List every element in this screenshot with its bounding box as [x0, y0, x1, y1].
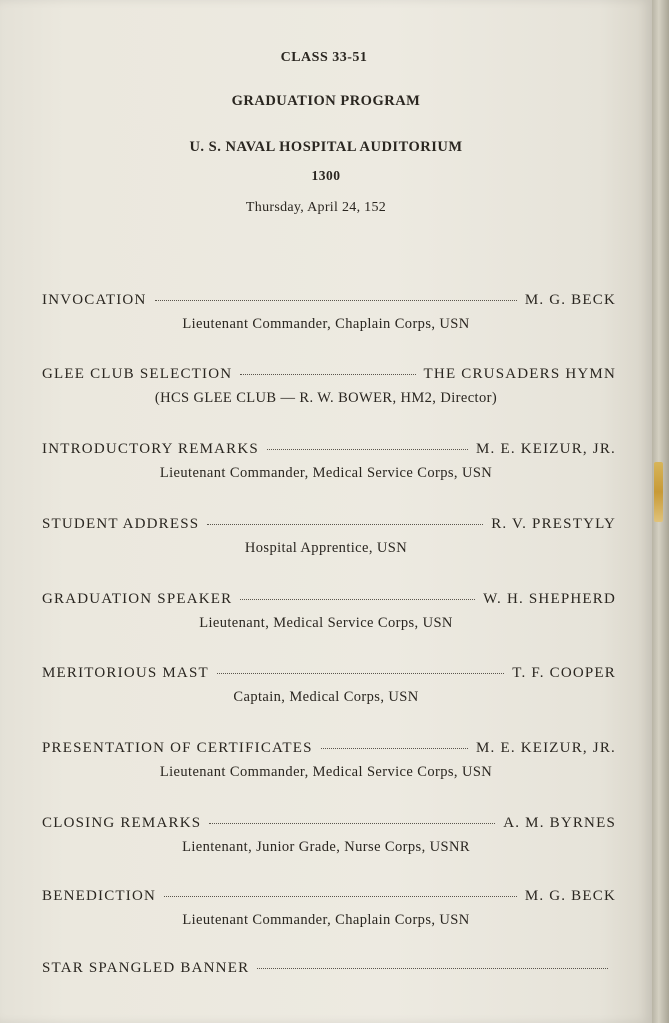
- dotted-leader: [240, 599, 475, 600]
- item-name: W. H. SHEPHERD: [483, 591, 616, 607]
- time-heading: 1300: [311, 168, 341, 183]
- item-title: STUDENT ADDRESS: [42, 516, 200, 532]
- item-title: PRESENTATION OF CERTIFICATES: [42, 740, 313, 756]
- item-name: THE CRUSADERS HYMN: [423, 366, 616, 382]
- program-item-glee-club: [0, 366, 652, 426]
- dotted-leader: [209, 823, 495, 824]
- item-title: MERITORIOUS MAST: [42, 665, 209, 681]
- program-item-introductory-remarks: [0, 441, 652, 501]
- dotted-leader: [164, 896, 517, 897]
- item-title: GRADUATION SPEAKER: [42, 591, 233, 607]
- item-name: T. F. COOPER: [512, 665, 616, 681]
- dotted-leader: [155, 300, 517, 301]
- dotted-leader: [217, 673, 504, 674]
- date-heading: Thursday, April 24, 152: [245, 200, 387, 215]
- program-item-graduation-speaker: [0, 591, 652, 651]
- program-item-benediction: [0, 888, 652, 948]
- item-subtitle: Lieutenant, Medical Service Corps, USN: [199, 615, 453, 631]
- item-subtitle: Captain, Medical Corps, USN: [233, 689, 419, 705]
- item-title: STAR SPANGLED BANNER: [42, 960, 250, 976]
- item-subtitle: Lieutenant Commander, Chaplain Corps, USN: [182, 316, 470, 332]
- item-name: M. E. KEIZUR, JR.: [476, 740, 616, 756]
- item-subtitle: Lieutenant Commander, Chaplain Corps, USN: [182, 912, 470, 928]
- item-title: GLEE CLUB SELECTION: [42, 366, 233, 382]
- program-item-closing-remarks: [0, 815, 652, 875]
- item-name: M. G. BECK: [524, 292, 616, 308]
- item-title: CLOSING REMARKS: [42, 815, 202, 831]
- dotted-leader: [321, 748, 468, 749]
- item-name: R. V. PRESTYLY: [491, 516, 616, 532]
- dotted-leader: [240, 374, 415, 375]
- item-title: BENEDICTION: [42, 888, 157, 904]
- program-heading: GRADUATION PROGRAM: [231, 93, 421, 109]
- item-subtitle: Lientenant, Junior Grade, Nurse Corps, USNR: [182, 839, 470, 855]
- item-subtitle: Lieutenant Commander, Medical Service Corps, USN: [159, 465, 493, 481]
- item-title: INVOCATION: [42, 292, 147, 308]
- program-item-star-spangled-banner: [0, 960, 652, 1020]
- program-item-student-address: [0, 516, 652, 576]
- item-subtitle: (HCS GLEE CLUB — R. W. BOWER, HM2, Director): [154, 390, 498, 406]
- venue-heading: U. S. NAVAL HOSPITAL AUDITORIUM: [189, 139, 463, 155]
- item-name: M. E. KEIZUR, JR.: [476, 441, 616, 457]
- program-item-meritorious-mast: [0, 665, 652, 725]
- program-item-presentation-of-certificates: [0, 740, 652, 800]
- binding-tab: [654, 462, 663, 522]
- item-subtitle: Lieutenant Commander, Medical Service Corps, USN: [159, 764, 493, 780]
- item-name: M. G. BECK: [524, 888, 616, 904]
- dotted-leader: [257, 968, 608, 969]
- item-title: INTRODUCTORY REMARKS: [42, 441, 259, 457]
- dotted-leader: [207, 524, 483, 525]
- item-subtitle: Hospital Apprentice, USN: [244, 540, 408, 556]
- class-heading: CLASS 33-51: [280, 50, 368, 65]
- dotted-leader: [267, 449, 468, 450]
- program-item-invocation: [0, 292, 652, 352]
- item-name: A. M. BYRNES: [503, 815, 616, 831]
